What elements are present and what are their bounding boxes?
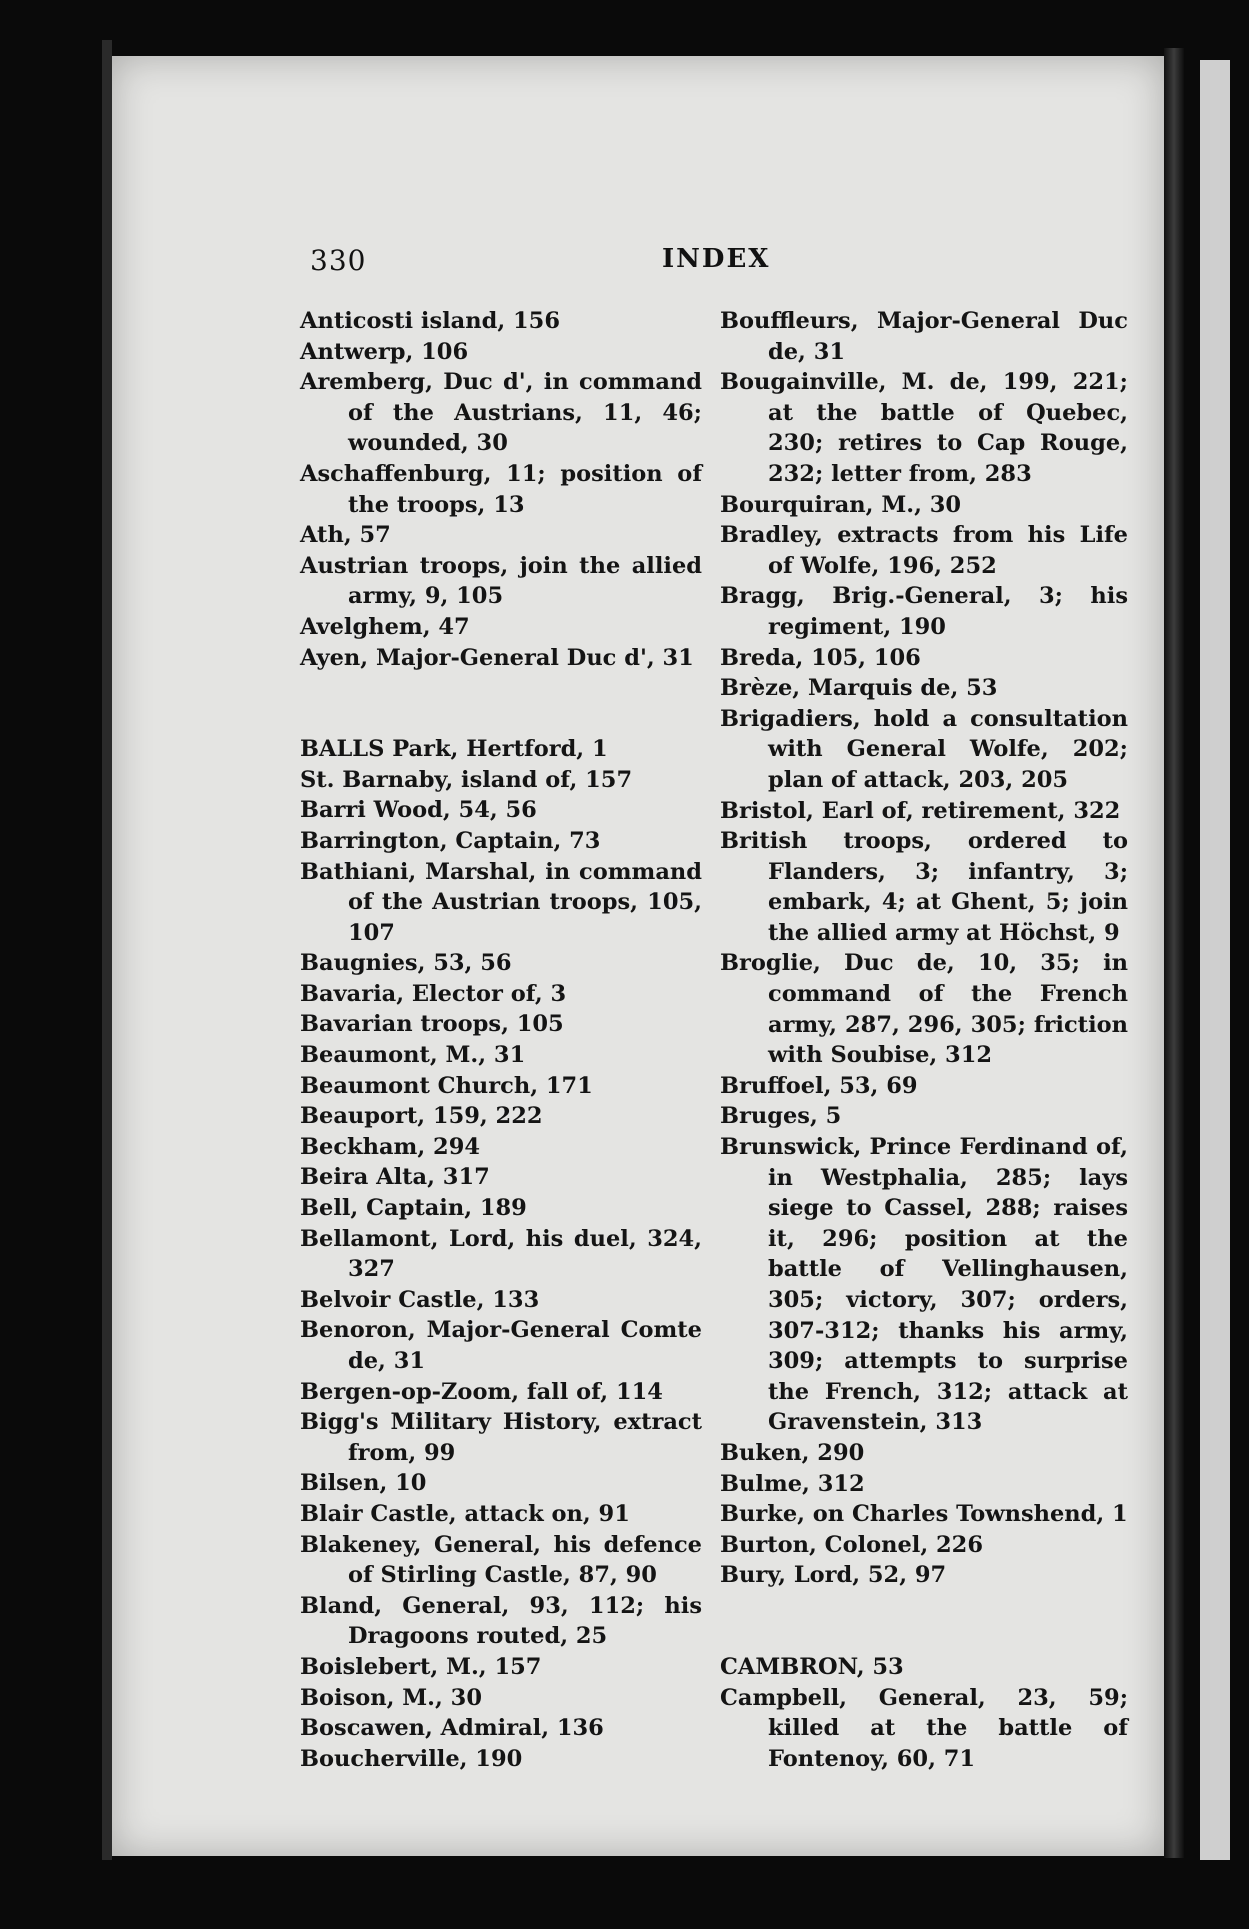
index-entry: Bouffleurs, Major-General Duc de, 31 xyxy=(720,308,1128,365)
index-entry: Antwerp, 106 xyxy=(300,338,469,365)
index-entry: Beaumont, M., 31 xyxy=(300,1042,526,1069)
index-entry: Barri Wood, 54, 56 xyxy=(300,797,537,824)
index-entry: Bradley, extracts from his Life of Wolfe, 196, 252 xyxy=(720,522,1128,579)
index-entry: Brèze, Marquis de, 53 xyxy=(720,675,998,702)
index-entry: Bruges, 5 xyxy=(720,1103,842,1130)
index-entry: Bellamont, Lord, his duel, 324, 327 xyxy=(300,1225,702,1283)
index-entry: Ayen, Major-General Duc d', 31 xyxy=(300,644,694,671)
index-entry: British troops, ordered to Flanders, 3; infantry, 3; embark, 4; at Ghent, 5; join the allied army at Höchst, 9 xyxy=(720,828,1128,946)
index-entry: St. Barnaby, island of, 157 xyxy=(300,766,633,793)
page-title: INDEX xyxy=(662,244,771,274)
index-entry: Bulme, 312 xyxy=(720,1470,865,1497)
index-entry: Beaumont Church, 171 xyxy=(300,1072,593,1099)
index-entry: Anticosti island, 156 xyxy=(300,308,560,334)
index-entry: Bavaria, Elector of, 3 xyxy=(300,980,567,1007)
index-entry: Bathiani, Marshal, in command of the Austrian troops, 105, 107 xyxy=(300,858,702,946)
index-entry: Aschaffenburg, 11; position of the troops, 13 xyxy=(300,460,702,518)
index-entry: Bougainville, M. de, 199, 221; at the battle of Quebec, 230; retires to Cap Rouge, 232; letter from, 283 xyxy=(720,369,1128,487)
index-column-right xyxy=(720,306,1128,1774)
index-entry: Blair Castle, attack on, 91 xyxy=(300,1500,630,1527)
index-entry: Bristol, Earl of, retirement, 322 xyxy=(720,797,1121,824)
index-entry: Belvoir Castle, 133 xyxy=(300,1286,540,1313)
index-entry: Avelghem, 47 xyxy=(300,613,470,640)
index-entry: Bragg, Brig.-General, 3; his regiment, 190 xyxy=(720,583,1128,640)
page-number: 330 xyxy=(310,244,367,277)
index-entry: Bury, Lord, 52, 97 xyxy=(720,1562,947,1589)
index-entry: Bland, General, 93, 112; his Dragoons routed, 25 xyxy=(300,1592,702,1650)
index-entry: Barrington, Captain, 73 xyxy=(300,827,601,854)
index-entry: Burton, Colonel, 226 xyxy=(720,1531,983,1558)
index-entry: Benoron, Major-General Comte de, 31 xyxy=(300,1317,702,1374)
page-edge-right xyxy=(1164,48,1184,1858)
index-entry: Bergen-op-Zoom, fall of, 114 xyxy=(300,1378,663,1405)
page-edge-left xyxy=(102,40,112,1860)
book-page xyxy=(112,56,1164,1856)
index-entry: Bruffoel, 53, 69 xyxy=(720,1072,918,1099)
index-entry: Bourquiran, M., 30 xyxy=(720,491,962,518)
index-entry: Boscawen, Admiral, 136 xyxy=(300,1715,604,1742)
index-entry: Bavarian troops, 105 xyxy=(300,1011,564,1038)
index-entry: Breda, 105, 106 xyxy=(720,644,921,671)
index-entry: Beira Alta, 317 xyxy=(300,1164,490,1191)
index-entry: Boucherville, 190 xyxy=(300,1745,523,1772)
index-entry: Brigadiers, hold a consultation with General Wolfe, 202; plan of attack, 203, 205 xyxy=(720,705,1128,793)
index-entry: Beauport, 159, 222 xyxy=(300,1103,543,1130)
index-entry: Bilsen, 10 xyxy=(300,1470,427,1497)
index-entry: Broglie, Duc de, 10, 35; in command of the French army, 287, 296, 305; friction with Soubise, 312 xyxy=(720,950,1128,1069)
index-entry: CAMBRON, 53 xyxy=(720,1653,904,1680)
index-entry: Bigg's Military History, extract from, 99 xyxy=(300,1409,702,1466)
index-entry: Burke, on Charles Townshend, 1 xyxy=(720,1501,1128,1528)
index-entry: Austrian troops, join the allied army, 9, 105 xyxy=(300,552,702,610)
index-entry: Blakeney, General, his defence of Stirling Castle, 87, 90 xyxy=(300,1531,702,1589)
index-entry: Brunswick, Prince Ferdinand of, in Westphalia, 285; lays siege to Cassel, 288; raises it, 296; position at the battle of Vellinghausen, 305; victory, 307; orders, 307-312; thanks his army, 309; attempts to surprise the French, 312; attack at Gravenstein, 313 xyxy=(720,1134,1128,1436)
index-entry: BALLS Park, Hertford, 1 xyxy=(300,736,608,763)
index-entry: Ath, 57 xyxy=(300,522,391,549)
index-entry: Campbell, General, 23, 59; killed at the battle of Fontenoy, 60, 71 xyxy=(720,1684,1128,1772)
running-head xyxy=(112,244,1164,284)
index-entry: Beckham, 294 xyxy=(300,1133,480,1160)
index-entry: Buken, 290 xyxy=(720,1439,865,1466)
index-entry: Bell, Captain, 189 xyxy=(300,1195,527,1222)
index-entry: Boislebert, M., 157 xyxy=(300,1653,542,1680)
index-entry: Baugnies, 53, 56 xyxy=(300,950,512,977)
adjacent-page-strip xyxy=(1200,60,1230,1860)
index-entry: Boison, M., 30 xyxy=(300,1684,482,1711)
index-entry: Aremberg, Duc d', in command of the Austrians, 11, 46; wounded, 30 xyxy=(300,369,702,457)
index-column-left xyxy=(300,306,702,1774)
